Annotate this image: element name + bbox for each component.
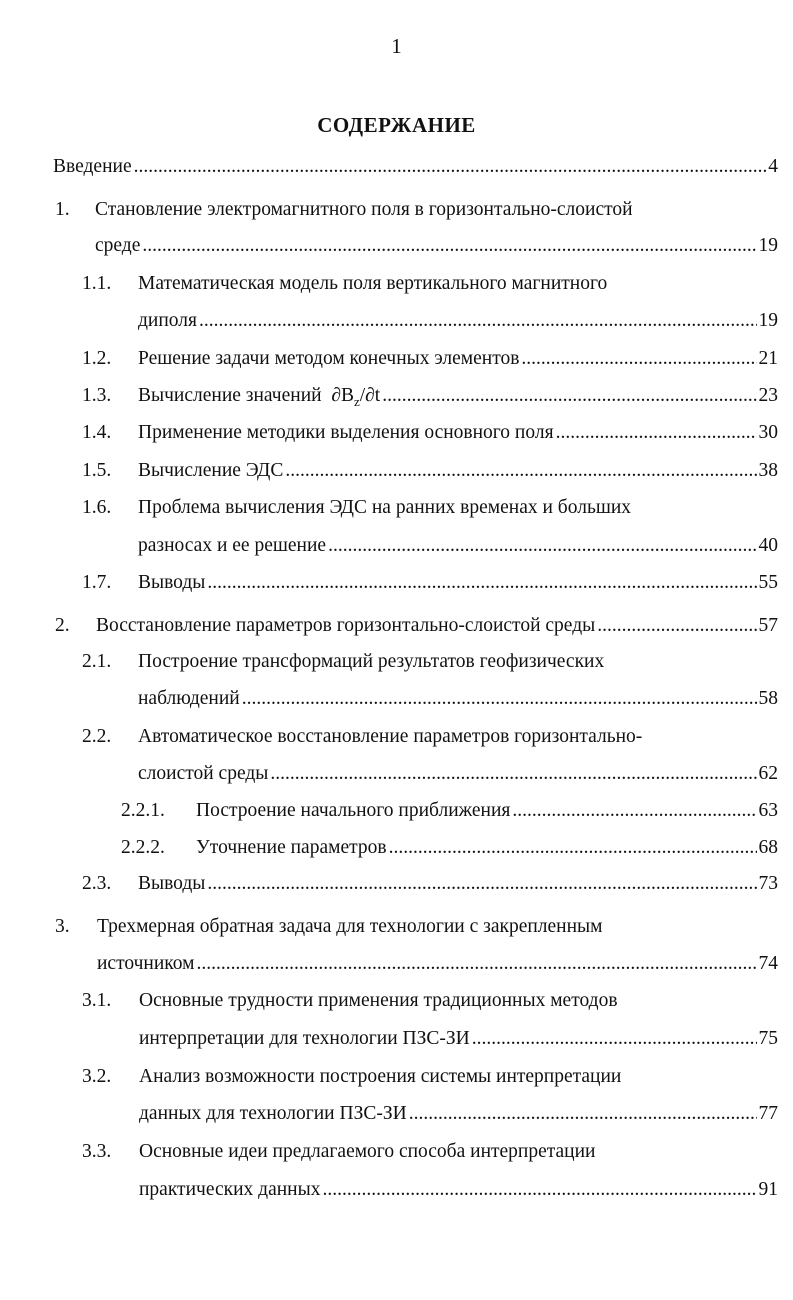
toc-entry-number: 3.2. bbox=[82, 1066, 112, 1087]
toc-entry-page: 91 bbox=[758, 1179, 778, 1200]
dot-leader bbox=[322, 1175, 756, 1205]
toc-entry-2-2-2[interactable] bbox=[121, 833, 778, 863]
dot-leader bbox=[207, 568, 756, 598]
toc-entry-number: 1.7. bbox=[82, 572, 112, 593]
toc-entry-page: 19 bbox=[758, 310, 778, 331]
toc-entry-2-1-line1[interactable] bbox=[82, 647, 778, 677]
toc-entry-text: диполя bbox=[138, 310, 197, 331]
formula-part: /∂t bbox=[359, 385, 381, 406]
toc-entry-number: 1.1. bbox=[82, 273, 112, 294]
toc-entry-page: 19 bbox=[758, 235, 778, 256]
page-number: 1 bbox=[391, 34, 402, 58]
toc-entry-number: 3.1. bbox=[82, 990, 112, 1011]
toc-entry-body bbox=[196, 796, 778, 826]
toc-entry-2-2-line2[interactable] bbox=[138, 759, 778, 789]
toc-entry-2-1-line2[interactable] bbox=[138, 684, 778, 714]
toc-entry-intro[interactable] bbox=[53, 152, 778, 182]
toc-title: СОДЕРЖАНИЕ bbox=[317, 113, 476, 137]
toc-entry-3-2-line1[interactable] bbox=[82, 1062, 778, 1092]
toc-entry-page: 40 bbox=[758, 535, 778, 556]
formula-part: Вычисление значений ∂B bbox=[138, 385, 354, 406]
toc-entry-1-1-line1[interactable] bbox=[82, 269, 778, 299]
toc-entry-page: 75 bbox=[758, 1028, 778, 1049]
toc-entry-text: Математическая модель поля вертикального магнитного bbox=[138, 273, 608, 294]
toc-entry-page: 58 bbox=[758, 688, 778, 709]
dot-leader bbox=[134, 152, 767, 182]
toc-entry-number: 3.3. bbox=[82, 1141, 112, 1162]
toc-entry-text: интерпретации для технологии ПЗС-ЗИ bbox=[139, 1028, 470, 1049]
toc-entry-text: Уточнение параметров bbox=[196, 837, 387, 858]
toc-entry-page: 4 bbox=[768, 156, 778, 177]
toc-entry-number: 3. bbox=[55, 916, 70, 937]
toc-entry-body bbox=[138, 344, 778, 374]
toc-entry-page: 23 bbox=[758, 385, 778, 406]
dot-leader bbox=[472, 1024, 757, 1054]
toc-entry-ch3-line1[interactable] bbox=[55, 912, 778, 942]
toc-entry-text: Построение начального приближения bbox=[196, 800, 511, 821]
toc-entry-text: Трехмерная обратная задача для технологии с закрепленным bbox=[97, 916, 603, 937]
toc-entry-body bbox=[138, 418, 778, 448]
toc-entry-page: 68 bbox=[758, 837, 778, 858]
toc-entry-text: Основные трудности применения традиционных методов bbox=[139, 990, 618, 1011]
toc-entry-text: Вычисление ЭДС bbox=[138, 460, 284, 481]
toc-entry-body bbox=[138, 869, 778, 899]
toc-entry-page: 74 bbox=[758, 953, 778, 974]
toc-entry-body bbox=[138, 456, 778, 486]
toc-entry-number: 2. bbox=[55, 615, 70, 636]
toc-entry-text: Основные идеи предлагаемого способа интерпретации bbox=[139, 1141, 596, 1162]
dot-leader bbox=[597, 611, 756, 641]
toc-entry-text: Становление электромагнитного поля в горизонтально-слоистой bbox=[95, 199, 633, 220]
toc-entry-3-3-line2[interactable] bbox=[139, 1175, 778, 1205]
toc-entry-page: 55 bbox=[758, 572, 778, 593]
toc-entry-page: 30 bbox=[758, 422, 778, 443]
dot-leader bbox=[521, 344, 756, 374]
toc-entry-3-2-line2[interactable] bbox=[139, 1099, 778, 1129]
toc-entry-number: 2.2. bbox=[82, 726, 112, 747]
toc-entry-page: 63 bbox=[758, 800, 778, 821]
toc-entry-page: 77 bbox=[758, 1103, 778, 1124]
toc-entry-text: Восстановление параметров горизонтально-слоистой среды bbox=[96, 615, 596, 636]
toc-entry-text: Автоматическое восстановление параметров горизонтально- bbox=[138, 726, 643, 747]
toc-entry-3-3-line1[interactable] bbox=[82, 1137, 778, 1167]
toc-entry-1-7[interactable] bbox=[82, 568, 778, 598]
toc-entry-1-6-line2[interactable] bbox=[138, 531, 778, 561]
dot-leader bbox=[242, 684, 757, 714]
toc-entry-page: 38 bbox=[758, 460, 778, 481]
toc-entry-1-6-line1[interactable] bbox=[82, 493, 778, 523]
toc-entry-text: Решение задачи методом конечных элементов bbox=[138, 348, 520, 369]
toc-entry-body bbox=[138, 381, 778, 411]
toc-entry-number: 1.2. bbox=[82, 348, 112, 369]
toc-entry-page: 57 bbox=[758, 615, 778, 636]
toc-entry-1-5[interactable] bbox=[82, 456, 778, 486]
dot-leader bbox=[382, 381, 756, 411]
toc-entry-body bbox=[196, 833, 778, 863]
toc-entry-1-3[interactable] bbox=[82, 381, 778, 411]
toc-entry-text: слоистой среды bbox=[138, 763, 269, 784]
toc-entry-text: Проблема вычисления ЭДС на ранних временах и больших bbox=[138, 497, 632, 518]
toc-entry-2-3[interactable] bbox=[82, 869, 778, 899]
toc-entry-page: 21 bbox=[758, 348, 778, 369]
formula-subscript: z bbox=[353, 393, 360, 409]
dot-leader bbox=[285, 456, 756, 486]
toc-entry-number: 2.2.2. bbox=[121, 837, 165, 858]
toc-entry-ch1-line2[interactable] bbox=[95, 231, 778, 261]
toc-entry-text: Выводы bbox=[138, 873, 206, 894]
dot-leader bbox=[270, 759, 756, 789]
toc-entry-text: Анализ возможности построения системы интерпретации bbox=[139, 1066, 622, 1087]
toc-entry-text: среде bbox=[95, 235, 141, 256]
dot-leader bbox=[142, 231, 756, 261]
toc-entry-1-1-line2[interactable] bbox=[138, 306, 778, 336]
toc-entry-number: 1.6. bbox=[82, 497, 112, 518]
toc-entry-3-1-line2[interactable] bbox=[139, 1024, 778, 1054]
dot-leader bbox=[196, 949, 756, 979]
dot-leader bbox=[207, 869, 756, 899]
dot-leader bbox=[199, 306, 757, 336]
toc-entry-body bbox=[96, 611, 778, 641]
toc-entry-ch3-line2[interactable] bbox=[97, 949, 778, 979]
toc-entry-number: 2.3. bbox=[82, 873, 112, 894]
dot-leader bbox=[389, 833, 757, 863]
toc-entry-number: 2.1. bbox=[82, 651, 112, 672]
toc-entry-page: 73 bbox=[758, 873, 778, 894]
toc-entry-text: наблюдений bbox=[138, 688, 240, 709]
toc-entry-text: Введение bbox=[53, 156, 132, 177]
toc-entry-ch2[interactable] bbox=[55, 611, 778, 641]
toc-entry-number: 1.3. bbox=[82, 385, 112, 406]
toc-entry-text bbox=[138, 381, 380, 417]
toc-entry-number: 1. bbox=[55, 199, 70, 220]
toc-entry-text: источником bbox=[97, 953, 195, 974]
toc-entry-ch1-line1[interactable] bbox=[55, 195, 778, 225]
toc-entry-text: Применение методики выделения основного поля bbox=[138, 422, 554, 443]
dot-leader bbox=[328, 531, 756, 561]
toc-entry-number: 1.5. bbox=[82, 460, 112, 481]
toc-entry-2-2-1[interactable] bbox=[121, 796, 778, 826]
toc-entry-text: данных для технологии ПЗС-ЗИ bbox=[139, 1103, 407, 1124]
toc-entry-3-1-line1[interactable] bbox=[82, 986, 778, 1016]
toc-entry-text: разносах и ее решение bbox=[138, 535, 327, 556]
toc-entry-number: 1.4. bbox=[82, 422, 112, 443]
toc-entry-1-2[interactable] bbox=[82, 344, 778, 374]
toc-entry-number: 2.2.1. bbox=[121, 800, 165, 821]
dot-leader bbox=[556, 418, 757, 448]
toc-entry-page: 62 bbox=[758, 763, 778, 784]
toc-entry-text: Выводы bbox=[138, 572, 206, 593]
toc-entry-text: практических данных bbox=[139, 1179, 321, 1200]
dot-leader bbox=[512, 796, 756, 826]
toc-entry-body bbox=[138, 568, 778, 598]
dot-leader bbox=[409, 1099, 757, 1129]
toc-entry-2-2-line1[interactable] bbox=[82, 722, 778, 752]
toc-entry-1-4[interactable] bbox=[82, 418, 778, 448]
toc-entry-text: Построение трансформаций результатов геофизических bbox=[138, 651, 605, 672]
